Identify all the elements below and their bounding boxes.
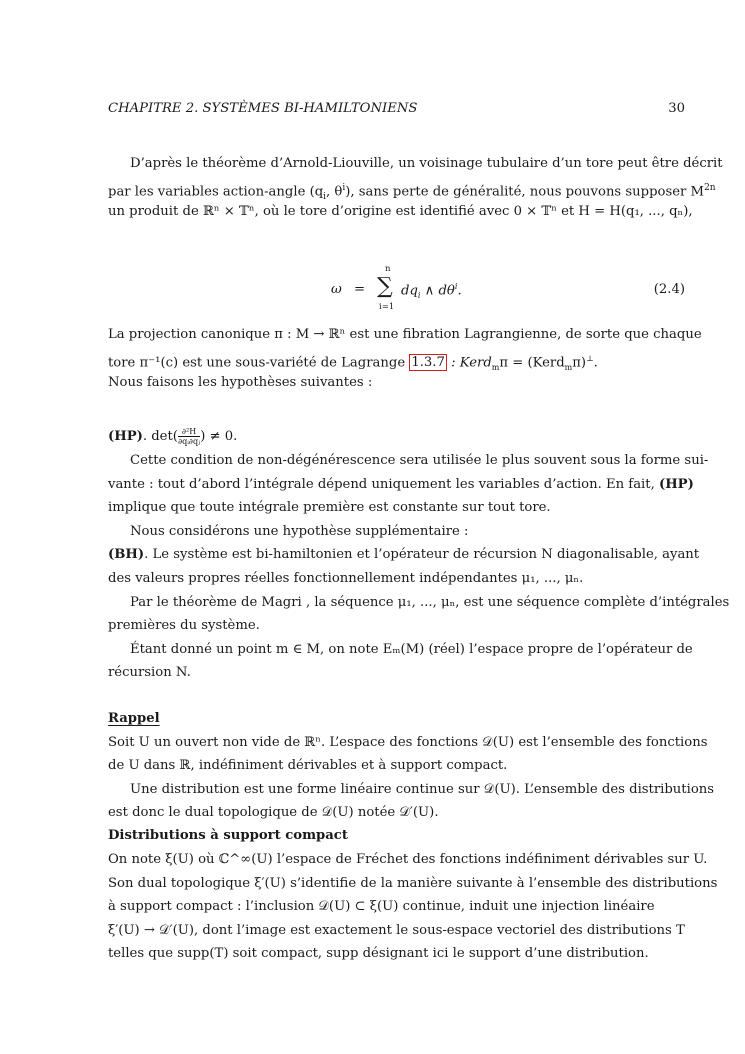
distributions-subtitle: Distributions à support compact [108,828,348,843]
rappel-title: Rappel [108,711,160,726]
rappel-line-1: Soit U un ouvert non vide de ℝⁿ. L’espace des fonctions 𝒟(U) est l’ensemble des fonctions [108,735,708,750]
projection-line-2: tore π⁻¹(c) est une sous-variété de Lagrange 1.3.7 : Kerd$_m$π = (Kerd$_m$π)⊥. [108,354,598,373]
bh-line-6: récursion N. [108,665,191,680]
intro-line-3: un produit de ℝⁿ × 𝕋ⁿ, où le tore d’origine est identifié avec 0 × 𝕋ⁿ et H = H(q₁, ..., qₙ), [108,204,693,219]
hp-para-line-4: Nous considérons une hypothèse supplémentaire : [130,524,469,539]
intro-line-2: par les variables action-angle ($q_i$, $\theta^i$), sans perte de généralité, nous pouvons supposer $M^{2n}$ [108,183,716,203]
rappel-line-8: ξ′(U) → 𝒟′(U), dont l’image est exactement le sous-espace vectoriel des distributions T [108,923,685,938]
rappel-line-7: à support compact : l’inclusion 𝒟(U) ⊂ ξ(U) continue, induit une injection linéaire [108,899,655,914]
sum-upper-limit: n [385,264,391,274]
bh-line-5: Étant donné un point m ∈ M, on note Eₘ(M) (réel) l’espace propre de l’opérateur de [130,642,693,657]
hp-para-line-2: vante : tout d’abord l’intégrale dépend uniquement les variables d’action. En fait, (HP) [108,477,694,492]
intro-line-1: D’après le théorème d’Arnold-Liouville, un voisinage tubulaire d’un tore peut être décrit [130,156,723,171]
rappel-line-9: telles que supp(T) soit compact, supp désignant ici le support d’une distribution. [108,946,649,961]
running-header: CHAPITRE 2. SYSTÈMES BI-HAMILTONIENS [108,101,418,116]
bh-line-1: (BH). Le système est bi-hamiltonien et l’opérateur de récursion N diagonalisable, ayant [108,547,700,562]
hp-para-line-1: Cette condition de non-dégénérescence sera utilisée le plus souvent sous la forme sui- [130,453,709,468]
rappel-line-6: Son dual topologique ξ′(U) s’identifie de la manière suivante à l’ensemble des distributions [108,876,718,891]
equation-lhs: ω [331,282,342,297]
page-number: 30 [668,101,685,116]
sum-lower-limit: i=1 [379,302,395,312]
bh-line-3: Par le théorème de Magri , la séquence μ₁, ..., μₙ, est une séquence complète d’intégrales [130,595,730,610]
bh-line-4: premières du système. [108,618,260,633]
rappel-line-2: de U dans ℝ, indéfiniment dérivables et à support compact. [108,758,508,773]
hp-para-line-3: implique que toute intégrale première est constante sur tout tore. [108,500,551,515]
sum-symbol: ∑ [377,274,393,299]
rappel-line-5: On note ξ(U) où ℂ^∞(U) l’espace de Fréchet des fonctions indéfiniment dérivables sur U. [108,852,708,867]
bh-line-2: des valeurs propres réelles fonctionnellement indépendantes μ₁, ..., μₙ. [108,571,584,586]
equation-number: (2.4) [653,282,685,297]
equation-body: $dq_i$ ∧ $d\theta^i$. [401,282,462,301]
reference-link[interactable]: 1.3.7 [411,355,445,371]
hp-condition: (HP). det( $\frac{\text{∂²H}}{\text{∂qᵢ∂qⱼ}}$ ) ≠ 0. [108,427,238,446]
projection-line-1: La projection canonique π : M → ℝⁿ est une fibration Lagrangienne, de sorte que chaque [108,327,702,342]
projection-line-3: Nous faisons les hypothèses suivantes : [108,375,373,390]
rappel-line-3: Une distribution est une forme linéaire continue sur 𝒟(U). L’ensemble des distributions [130,782,715,797]
equation-equals: = [354,282,366,297]
rappel-line-4: est donc le dual topologique de 𝒟(U) notée 𝒟′(U). [108,805,439,820]
